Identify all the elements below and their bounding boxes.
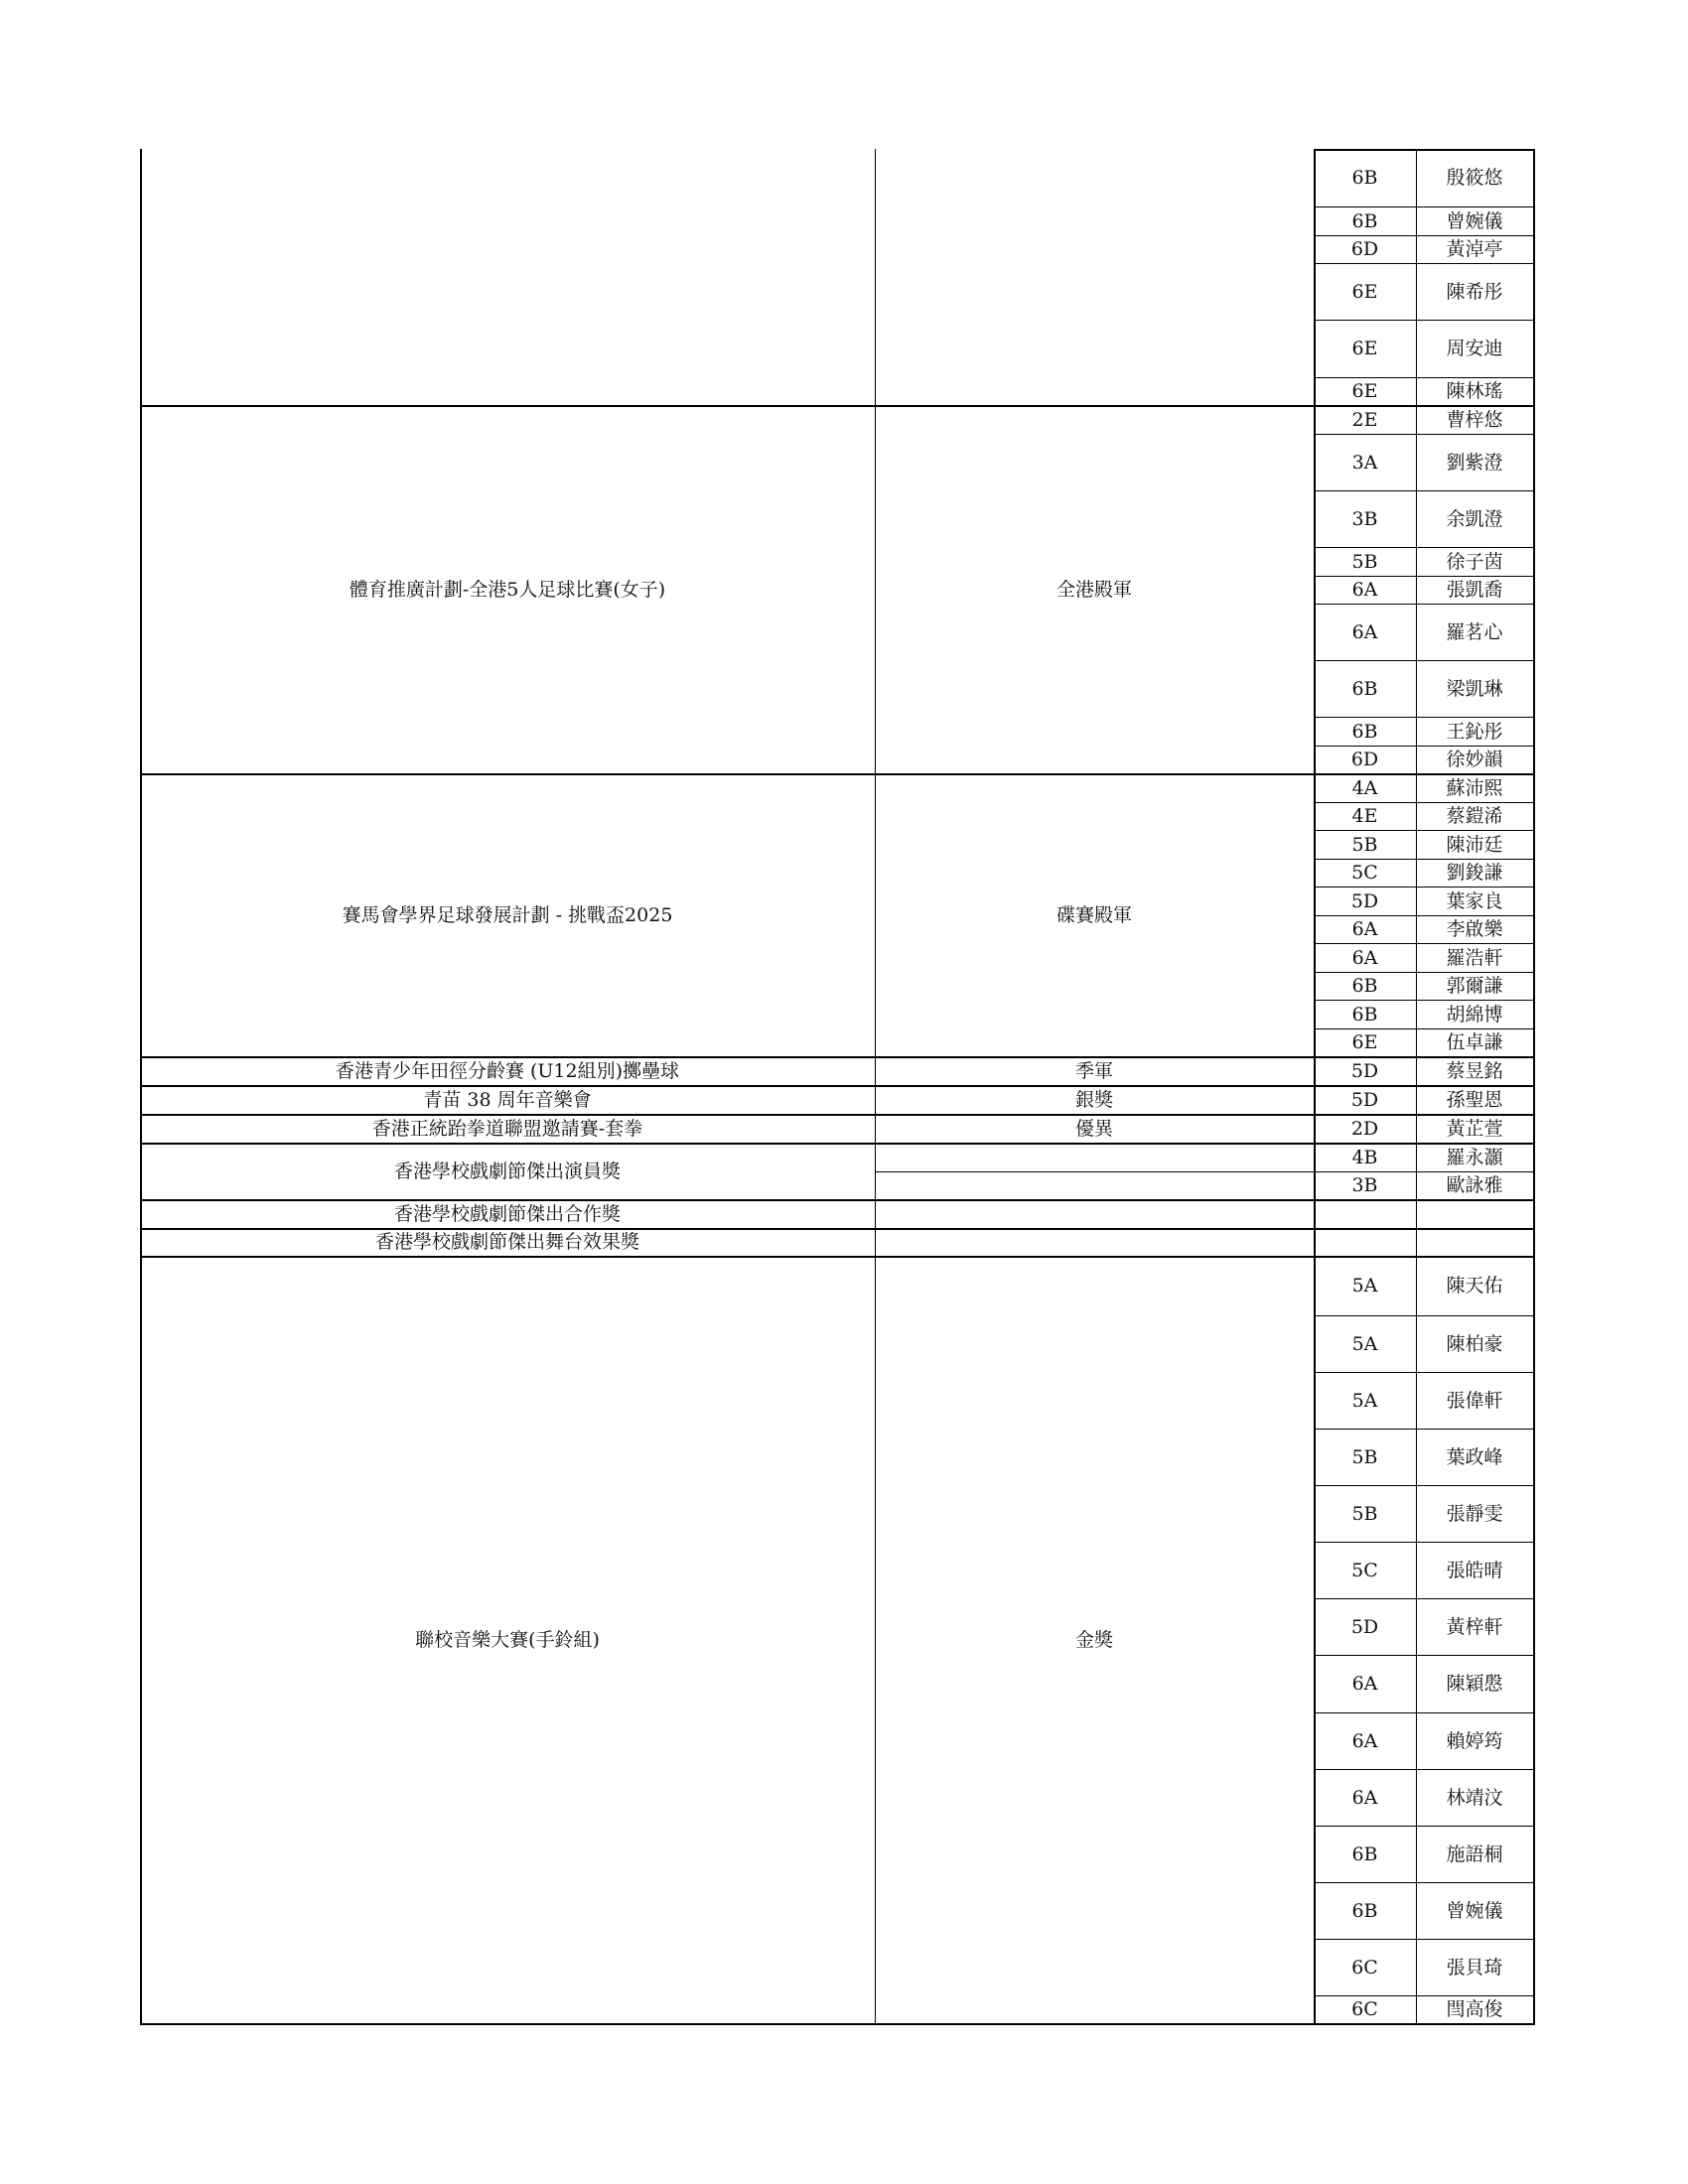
student-class: 6B (1351, 720, 1378, 743)
award-name: 碟賽殿軍 (1055, 903, 1132, 926)
student-name: 陳穎慇 (1446, 1673, 1503, 1695)
row-border (1314, 915, 1535, 916)
student-name: 徐妙韻 (1446, 749, 1503, 770)
row-border (1314, 1199, 1535, 1201)
row-border (1314, 604, 1535, 605)
student-name: 施語桐 (1446, 1843, 1503, 1865)
section-border (140, 2023, 1314, 2025)
student-name: 陳林瑤 (1446, 380, 1503, 402)
row-border (1314, 802, 1535, 803)
student-class: 6B (1351, 975, 1378, 997)
student-name: 曹梓悠 (1446, 408, 1503, 431)
student-class: 3B (1351, 507, 1378, 530)
student-name: 殷筱悠 (1446, 167, 1503, 189)
row-border (1314, 576, 1535, 577)
row-border (1314, 434, 1535, 435)
student-name: 蔡昱銘 (1446, 1059, 1503, 1082)
row-border (1314, 1995, 1535, 1996)
student-name: 黃梓軒 (1446, 1615, 1503, 1638)
student-name: 歐詠雅 (1446, 1174, 1503, 1196)
student-class: 5C (1351, 862, 1378, 884)
student-name: 陳天佑 (1446, 1275, 1503, 1297)
student-class: 5A (1351, 1275, 1378, 1297)
student-name: 伍卓謙 (1446, 1031, 1503, 1053)
competition-name: 香港正統跆拳道聯盟邀請賽-套拳 (371, 1117, 643, 1140)
section-border (140, 405, 1314, 407)
student-name: 黃芷萱 (1446, 1117, 1503, 1140)
student-class: 6C (1351, 1956, 1378, 1979)
student-class: 6B (1351, 677, 1378, 700)
student-name: 余凱澄 (1446, 507, 1503, 530)
row-border (1314, 859, 1535, 860)
row-border (1314, 1712, 1535, 1713)
row-border (1314, 2023, 1535, 2025)
student-name: 羅永灝 (1446, 1146, 1503, 1168)
row-border (1314, 972, 1535, 973)
award-name: 全港殿軍 (1055, 578, 1132, 601)
row-border (1314, 1000, 1535, 1001)
student-name: 葉政峰 (1446, 1445, 1503, 1468)
student-name: 蔡鎧浠 (1446, 805, 1503, 827)
competition-name: 香港學校戲劇節傑出合作獎 (393, 1202, 621, 1225)
row-border (1314, 149, 1535, 151)
row-border (1314, 1171, 1535, 1172)
row-border (1314, 1542, 1535, 1543)
row-border (1314, 717, 1535, 718)
student-class: 5C (1351, 1559, 1378, 1581)
student-class: 6A (1351, 918, 1378, 940)
student-name: 羅浩軒 (1446, 946, 1503, 969)
student-class: 6D (1350, 749, 1379, 770)
student-name: 徐子茵 (1446, 550, 1503, 573)
student-class: 6D (1350, 238, 1379, 260)
student-name: 張凱喬 (1446, 579, 1503, 601)
row-border (1314, 1826, 1535, 1827)
competition-name: 青苗 38 周年音樂會 (423, 1088, 592, 1111)
competition-name: 香港學校戲劇節傑出演員獎 (393, 1160, 621, 1182)
student-class: 5B (1351, 1502, 1378, 1525)
student-class: 5D (1350, 1059, 1379, 1082)
section-border (140, 1256, 1314, 1258)
row-border (1314, 235, 1535, 236)
student-class: 2E (1351, 408, 1378, 431)
row-border (1314, 1485, 1535, 1486)
competition-name: 體育推廣計劃-全港5人足球比賽(女子) (349, 578, 666, 601)
student-name: 曾婉儀 (1446, 1899, 1503, 1922)
student-class: 6E (1351, 1031, 1378, 1053)
row-border (1314, 206, 1535, 207)
student-class: 2D (1350, 1117, 1379, 1140)
award-name: 優異 (1074, 1117, 1113, 1140)
student-class: 6E (1351, 280, 1378, 303)
competition-name: 香港青少年田徑分齡賽 (U12組別)擲壘球 (335, 1059, 680, 1082)
student-class: 3B (1351, 1174, 1378, 1196)
row-border (1314, 1429, 1535, 1430)
row-border (1314, 1372, 1535, 1373)
row-border (1314, 1939, 1535, 1940)
student-name: 梁凱琳 (1446, 677, 1503, 700)
student-class: 6C (1351, 1998, 1378, 2020)
student-class: 5A (1351, 1332, 1378, 1355)
student-class: 6B (1351, 1003, 1378, 1025)
student-name: 賴婷筠 (1446, 1729, 1503, 1752)
row-border (1314, 377, 1535, 378)
student-class: 6A (1351, 1786, 1378, 1809)
student-class: 6A (1351, 1729, 1378, 1752)
student-class: 5A (1351, 1389, 1378, 1412)
student-name: 葉家良 (1446, 889, 1503, 912)
student-class: 6A (1351, 579, 1378, 601)
student-class: 4E (1351, 805, 1378, 827)
row-border (1314, 660, 1535, 661)
competition-name: 香港學校戲劇節傑出舞台效果獎 (374, 1231, 639, 1253)
row-border (1314, 1598, 1535, 1599)
student-name: 蘇沛熙 (1446, 776, 1503, 799)
student-name: 張偉軒 (1446, 1389, 1503, 1412)
student-name: 張貝琦 (1446, 1956, 1503, 1979)
student-name: 郭爾謙 (1446, 975, 1503, 997)
row-border (1314, 320, 1535, 321)
row-border (1314, 263, 1535, 264)
student-class: 6A (1351, 1673, 1378, 1695)
row-border (1314, 1315, 1535, 1316)
row-border (1314, 490, 1535, 491)
student-class: 6A (1351, 620, 1378, 643)
student-class: 5B (1351, 1445, 1378, 1468)
student-class: 6E (1351, 338, 1378, 359)
row-border (1314, 943, 1535, 944)
award-name: 季軍 (1074, 1059, 1113, 1082)
row-border (875, 1171, 1314, 1172)
student-class: 6B (1351, 1899, 1378, 1922)
student-name: 劉鋑謙 (1446, 862, 1503, 884)
student-name: 劉紫澄 (1446, 451, 1503, 474)
student-class: 5B (1351, 833, 1378, 856)
student-class: 4A (1351, 776, 1378, 799)
student-name: 林靖汶 (1446, 1786, 1503, 1809)
student-name: 陳沛廷 (1446, 833, 1503, 856)
student-class: 5D (1350, 1088, 1379, 1111)
student-class: 5D (1350, 1615, 1379, 1638)
row-border (1314, 1256, 1535, 1258)
student-name: 張靜雯 (1446, 1502, 1503, 1525)
student-name: 閆高俊 (1446, 1998, 1503, 2020)
student-class: 4B (1351, 1146, 1378, 1168)
student-name: 王鈊彤 (1446, 720, 1503, 743)
student-name: 孫聖恩 (1446, 1088, 1503, 1111)
award-name: 銀獎 (1074, 1088, 1113, 1111)
student-name: 李啟樂 (1446, 918, 1503, 940)
student-name: 胡綿博 (1446, 1003, 1503, 1025)
competition-name: 賽馬會學界足球發展計劃 - 挑戰盃2025 (342, 903, 673, 926)
competition-name: 聯校音樂大賽(手鈴組) (415, 1628, 600, 1651)
student-class: 6E (1351, 380, 1378, 402)
student-name: 張皓晴 (1446, 1559, 1503, 1581)
student-name: 黃淖亭 (1446, 238, 1503, 260)
student-class: 6B (1351, 167, 1378, 189)
row-border (1314, 830, 1535, 831)
student-name: 陳希彤 (1446, 280, 1503, 303)
row-border (1314, 1228, 1535, 1230)
row-border (1314, 746, 1535, 747)
student-class: 5B (1351, 550, 1378, 573)
row-border (1314, 1769, 1535, 1770)
student-name: 曾婉儀 (1446, 209, 1503, 232)
student-class: 6B (1351, 1843, 1378, 1865)
section-border (140, 1143, 1314, 1145)
award-name: 金獎 (1074, 1628, 1113, 1651)
student-class: 6B (1351, 209, 1378, 232)
student-class: 3A (1351, 451, 1378, 474)
student-name: 周安迪 (1446, 338, 1503, 359)
row-border (1314, 1882, 1535, 1883)
student-name: 陳柏豪 (1446, 1332, 1503, 1355)
row-border (1314, 1655, 1535, 1656)
student-class: 6A (1351, 946, 1378, 969)
row-border (1314, 1028, 1535, 1029)
student-class: 5D (1350, 889, 1379, 912)
row-border (1314, 547, 1535, 548)
student-name: 羅茗心 (1446, 620, 1503, 643)
section-border (140, 773, 1314, 775)
